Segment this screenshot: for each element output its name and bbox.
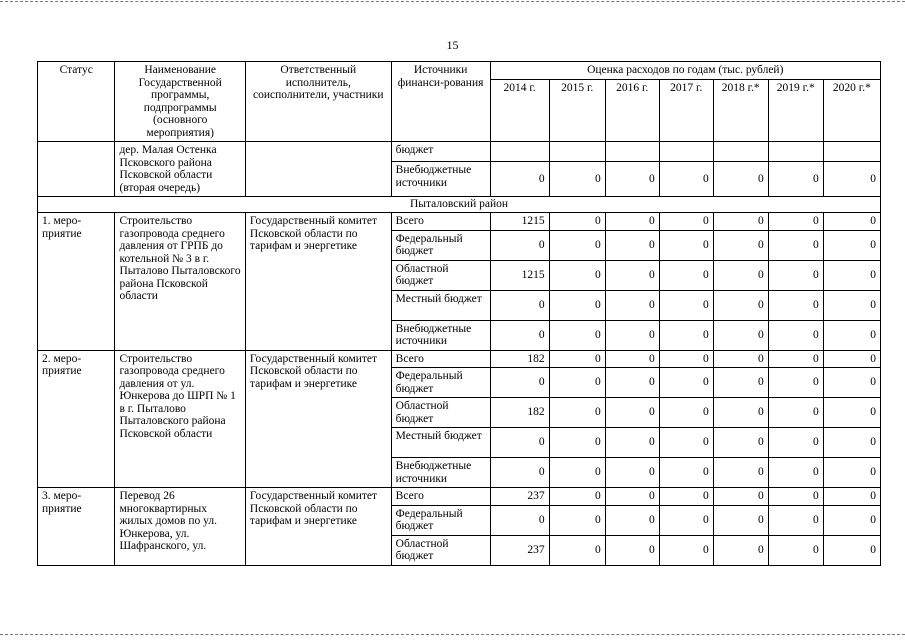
value-cell: 0 — [659, 260, 713, 290]
source-cell: Федеральный бюджет — [391, 505, 490, 535]
value-cell: 0 — [768, 260, 823, 290]
value-cell: 0 — [823, 290, 880, 320]
value-cell: 0 — [605, 535, 659, 565]
value-cell: 0 — [659, 320, 713, 350]
region-row — [38, 197, 881, 213]
value-cell: 0 — [768, 213, 823, 231]
table-row — [38, 488, 881, 506]
page-top-edge — [0, 1, 905, 2]
header-name: Наименование Государственной программы, подпрограммы (основного мероприятия) — [115, 62, 245, 142]
value-cell: 0 — [490, 505, 549, 535]
value-cell: 0 — [549, 290, 605, 320]
value-cell: 0 — [605, 290, 659, 320]
value-cell: 0 — [768, 505, 823, 535]
header-year: 2017 г. — [659, 80, 713, 142]
value-cell: 0 — [659, 162, 713, 197]
value-cell: 0 — [713, 350, 768, 368]
value-cell: 0 — [659, 230, 713, 260]
header-costs: Оценка расходов по годам (тыс. рублей) — [490, 62, 880, 80]
executor-cell: Государственный комитет Псковской области по тарифам и энергетике — [245, 350, 391, 488]
value-cell: 0 — [605, 230, 659, 260]
value-cell: 0 — [605, 505, 659, 535]
value-cell: 237 — [490, 535, 549, 565]
region-title: Пыталовский район — [38, 197, 881, 213]
value-cell: 0 — [659, 535, 713, 565]
value-cell: 0 — [605, 368, 659, 398]
value-cell: 0 — [605, 320, 659, 350]
value-cell: 0 — [768, 350, 823, 368]
value-cell: 0 — [823, 458, 880, 488]
value-cell: 0 — [713, 458, 768, 488]
value-cell: 0 — [549, 320, 605, 350]
value-cell: 1215 — [490, 213, 549, 231]
value-cell: 0 — [490, 428, 549, 458]
value-cell — [549, 142, 605, 162]
value-cell: 0 — [713, 213, 768, 231]
value-cell: 0 — [768, 320, 823, 350]
value-cell: 0 — [659, 368, 713, 398]
source-cell: Местный бюджет — [391, 428, 490, 458]
value-cell: 0 — [713, 260, 768, 290]
value-cell: 0 — [823, 230, 880, 260]
value-cell: 0 — [823, 398, 880, 428]
value-cell: 0 — [823, 428, 880, 458]
value-cell: 0 — [713, 320, 768, 350]
value-cell: 0 — [490, 230, 549, 260]
activity-name: Строительство газопровода среднего давления от ГРПБ до котельной № 3 в г. Пыталово Пыталовского района Псковской области — [115, 213, 245, 351]
value-cell: 0 — [549, 230, 605, 260]
value-cell: 0 — [659, 428, 713, 458]
value-cell: 0 — [490, 458, 549, 488]
value-cell: 0 — [768, 398, 823, 428]
value-cell: 0 — [768, 368, 823, 398]
header-year: 2019 г.* — [768, 80, 823, 142]
value-cell — [713, 142, 768, 162]
value-cell: 0 — [549, 260, 605, 290]
activity-name: дер. Малая Остенка Псковского района Псковской области (вторая очередь) — [115, 142, 245, 197]
value-cell: 237 — [490, 488, 549, 506]
value-cell — [823, 142, 880, 162]
value-cell: 0 — [659, 350, 713, 368]
budget-table — [37, 61, 881, 566]
value-cell: 0 — [605, 488, 659, 506]
value-cell: 0 — [549, 488, 605, 506]
value-cell: 0 — [605, 162, 659, 197]
source-cell: Местный бюджет — [391, 290, 490, 320]
value-cell: 0 — [713, 162, 768, 197]
value-cell: 0 — [659, 458, 713, 488]
source-cell: Областной бюджет — [391, 398, 490, 428]
value-cell: 182 — [490, 350, 549, 368]
value-cell: 182 — [490, 398, 549, 428]
value-cell: 0 — [713, 368, 768, 398]
value-cell: 0 — [490, 368, 549, 398]
value-cell — [490, 142, 549, 162]
value-cell: 0 — [823, 350, 880, 368]
value-cell: 0 — [549, 213, 605, 231]
header-year: 2016 г. — [605, 80, 659, 142]
value-cell: 1215 — [490, 260, 549, 290]
value-cell: 0 — [768, 162, 823, 197]
value-cell: 0 — [713, 398, 768, 428]
value-cell: 0 — [549, 162, 605, 197]
value-cell: 0 — [823, 162, 880, 197]
value-cell: 0 — [659, 398, 713, 428]
source-cell: Всего — [391, 350, 490, 368]
value-cell: 0 — [823, 320, 880, 350]
value-cell: 0 — [823, 488, 880, 506]
value-cell: 0 — [659, 213, 713, 231]
value-cell: 0 — [768, 488, 823, 506]
value-cell: 0 — [713, 535, 768, 565]
value-cell: 0 — [605, 260, 659, 290]
value-cell: 0 — [713, 505, 768, 535]
page-number: 15 — [446, 38, 459, 52]
value-cell: 0 — [549, 458, 605, 488]
value-cell: 0 — [823, 535, 880, 565]
table-body — [38, 142, 881, 566]
value-cell: 0 — [823, 505, 880, 535]
source-cell: Федеральный бюджет — [391, 230, 490, 260]
value-cell: 0 — [713, 428, 768, 458]
header-executor: Ответственный исполнитель, соисполнители, участники — [245, 62, 391, 142]
table-row — [38, 350, 881, 368]
value-cell: 0 — [659, 488, 713, 506]
value-cell: 0 — [768, 230, 823, 260]
value-cell: 0 — [659, 290, 713, 320]
value-cell: 0 — [549, 368, 605, 398]
value-cell: 0 — [549, 428, 605, 458]
value-cell: 0 — [713, 230, 768, 260]
value-cell: 0 — [549, 505, 605, 535]
header-year: 2020 г.* — [823, 80, 880, 142]
value-cell: 0 — [768, 535, 823, 565]
value-cell: 0 — [605, 458, 659, 488]
value-cell: 0 — [823, 368, 880, 398]
activity-name: Строительство газопровода среднего давления от ул. Юнкерова до ШРП № 1 в г. Пыталово Пыталовского района Псковской области — [115, 350, 245, 488]
header-year: 2015 г. — [549, 80, 605, 142]
executor-cell — [245, 142, 391, 197]
header-year: 2018 г.* — [713, 80, 768, 142]
source-cell: Внебюджетные источники — [391, 162, 490, 197]
executor-cell: Государственный комитет Псковской области по тарифам и энергетике — [245, 213, 391, 351]
value-cell: 0 — [605, 213, 659, 231]
source-cell: Внебюджетные источники — [391, 320, 490, 350]
table-row — [38, 142, 881, 162]
value-cell — [768, 142, 823, 162]
value-cell: 0 — [605, 428, 659, 458]
value-cell: 0 — [768, 458, 823, 488]
header-year: 2014 г. — [490, 80, 549, 142]
value-cell: 0 — [549, 350, 605, 368]
table-row — [38, 213, 881, 231]
value-cell: 0 — [549, 398, 605, 428]
status-cell: 1. меро-приятие — [38, 213, 115, 351]
value-cell: 0 — [713, 290, 768, 320]
status-cell: 2. меро-приятие — [38, 350, 115, 488]
value-cell: 0 — [490, 320, 549, 350]
value-cell: 0 — [659, 505, 713, 535]
source-cell: бюджет — [391, 142, 490, 162]
value-cell: 0 — [823, 260, 880, 290]
source-cell: Всего — [391, 213, 490, 231]
value-cell: 0 — [549, 535, 605, 565]
value-cell: 0 — [490, 162, 549, 197]
source-cell: Федеральный бюджет — [391, 368, 490, 398]
header-sources: Источники финанси-рования — [391, 62, 490, 142]
value-cell: 0 — [713, 488, 768, 506]
header-status: Статус — [38, 62, 115, 142]
value-cell — [605, 142, 659, 162]
value-cell — [659, 142, 713, 162]
value-cell: 0 — [823, 213, 880, 231]
status-cell: 3. меро-приятие — [38, 488, 115, 566]
page-bottom-edge — [0, 634, 905, 635]
value-cell: 0 — [605, 398, 659, 428]
source-cell: Областной бюджет — [391, 260, 490, 290]
status-cell — [38, 142, 115, 197]
source-cell: Внебюджетные источники — [391, 458, 490, 488]
value-cell: 0 — [768, 290, 823, 320]
header-row — [38, 62, 881, 80]
executor-cell: Государственный комитет Псковской области по тарифам и энергетике — [245, 488, 391, 566]
source-cell: Областной бюджет — [391, 535, 490, 565]
value-cell: 0 — [605, 350, 659, 368]
value-cell: 0 — [490, 290, 549, 320]
value-cell: 0 — [768, 428, 823, 458]
activity-name: Перевод 26 многоквартирных жилых домов по ул. Юнкерова, ул. Шафранского, ул. — [115, 488, 245, 566]
source-cell: Всего — [391, 488, 490, 506]
